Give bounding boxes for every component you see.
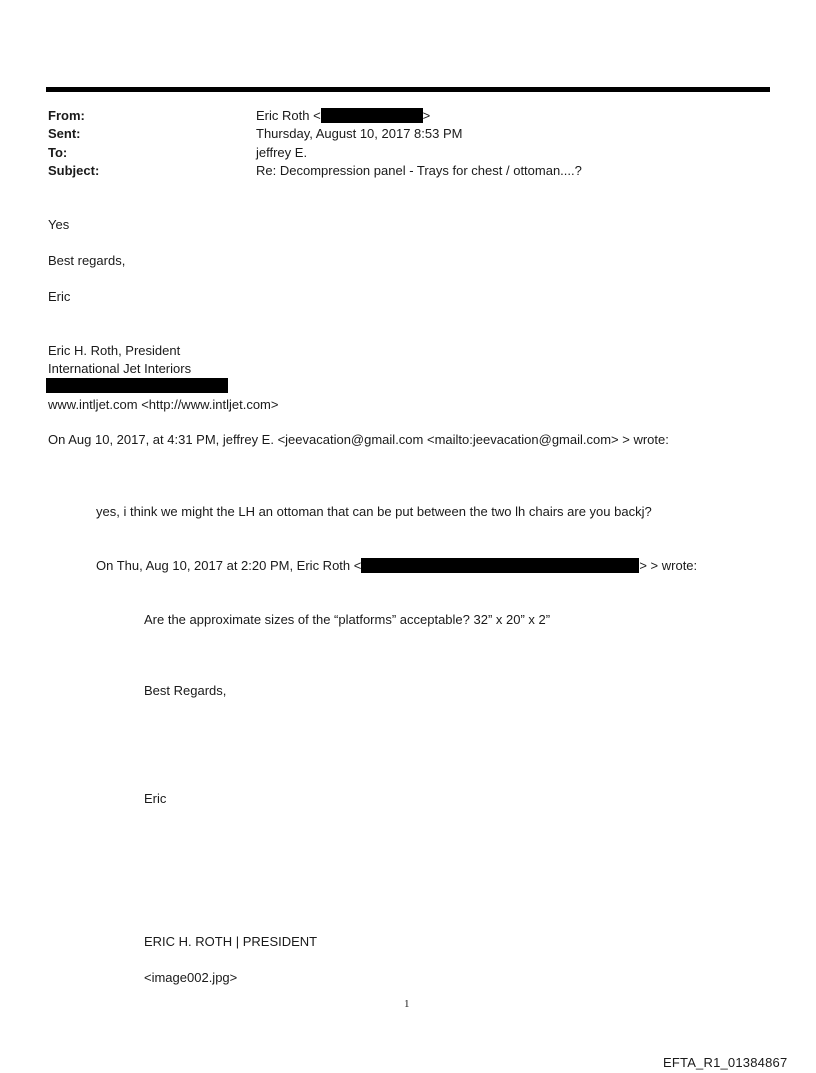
quote1-intro: On Aug 10, 2017, at 4:31 PM, jeffrey E. <jeevacation@gmail.com <mailto:jeevacation@gmail.com> > wrote: — [48, 432, 669, 447]
quote2-attachment: <image002.jpg> — [144, 970, 238, 985]
subject-label: Subject: — [48, 163, 100, 178]
bates-number: EFTA_R1_01384867 — [663, 1055, 788, 1070]
body-line-yes: Yes — [48, 217, 70, 232]
header-rule — [46, 87, 770, 92]
quote2-intro-suffix: > > wrote: — [639, 558, 698, 573]
from-value — [256, 108, 430, 124]
redaction-box — [46, 378, 228, 393]
subject-value: Re: Decompression panel - Trays for chest / ottoman....? — [256, 163, 582, 178]
redaction-box — [361, 558, 639, 573]
quote2-signature-line: ERIC H. ROTH | PRESIDENT — [144, 934, 318, 949]
to-value: jeffrey E. — [256, 145, 308, 160]
quote2-intro-prefix: On Thu, Aug 10, 2017 at 2:20 PM, Eric Roth < — [96, 558, 362, 573]
signature-website: www.intljet.com <http://www.intljet.com> — [48, 397, 279, 412]
quote2-intro — [96, 558, 697, 574]
body-line-regards: Best regards, — [48, 253, 126, 268]
to-label: To: — [48, 145, 68, 160]
quote2-regards: Best Regards, — [144, 683, 227, 698]
quote2-question: Are the approximate sizes of the “platforms” acceptable? 32” x 20” x 2” — [144, 612, 551, 627]
quote1-message: yes, i think we might the LH an ottoman that can be put between the two lh chairs are you backj? — [96, 504, 652, 519]
signature-company: International Jet Interiors — [48, 361, 192, 376]
page-number: 1 — [404, 998, 410, 1010]
sent-value: Thursday, August 10, 2017 8:53 PM — [256, 126, 463, 141]
quote2-name: Eric — [144, 791, 167, 806]
from-label: From: — [48, 108, 85, 123]
redaction-box — [321, 108, 423, 123]
body-line-eric: Eric — [48, 289, 71, 304]
signature-name-title: Eric H. Roth, President — [48, 343, 181, 358]
from-close: > — [422, 108, 431, 123]
sent-label: Sent: — [48, 126, 81, 141]
from-name: Eric Roth < — [256, 108, 321, 123]
